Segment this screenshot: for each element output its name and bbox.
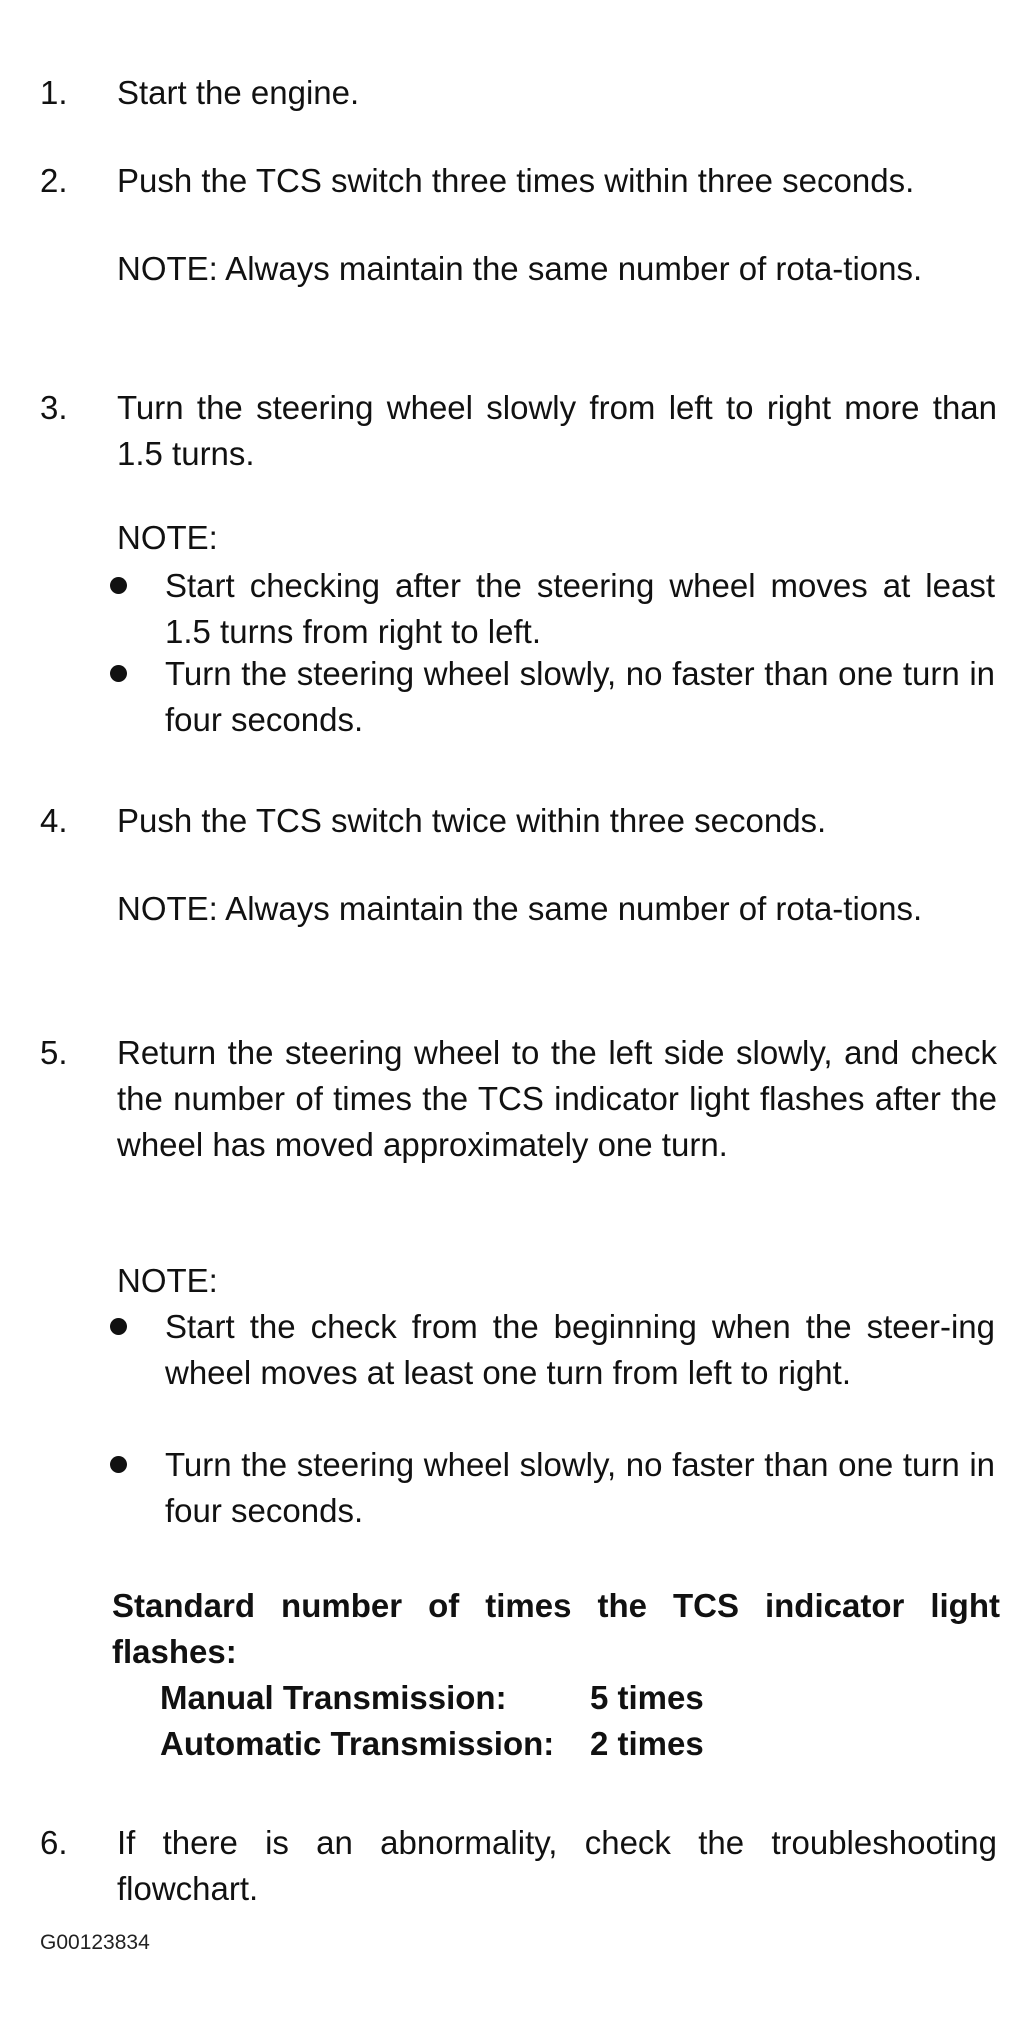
standard-row-manual xyxy=(160,1675,704,1721)
step-text: If there is an abnormality, check the troubleshooting flowchart. xyxy=(117,1824,997,1907)
bullet-text: Start the check from the beginning when the steer-ing wheel moves at least one turn from left to right. xyxy=(165,1308,995,1391)
note-label: NOTE: xyxy=(117,1262,218,1299)
figure-id: G00123834 xyxy=(40,1931,150,1954)
step-number: 4. xyxy=(40,802,68,839)
step-number: 6. xyxy=(40,1824,68,1861)
standard-label: Manual Transmission: xyxy=(160,1679,507,1716)
step-number: 1. xyxy=(40,74,68,111)
step-number: 3. xyxy=(40,389,68,426)
bullet-icon xyxy=(110,665,127,682)
standard-value: 5 times xyxy=(590,1679,704,1716)
standard-value: 2 times xyxy=(590,1725,704,1762)
step-text: Start the engine. xyxy=(117,74,360,111)
bullet-icon xyxy=(110,1318,127,1335)
bullet-icon xyxy=(110,577,127,594)
standard-title: Standard number of times the TCS indicator light flashes: xyxy=(112,1587,1000,1670)
bullet-text: Start checking after the steering wheel moves at least 1.5 turns from right to left. xyxy=(165,567,995,650)
bullet-text: Turn the steering wheel slowly, no faster than one turn in four seconds. xyxy=(165,655,995,738)
step-note: NOTE: Always maintain the same number of rota-tions. xyxy=(117,890,923,927)
step-number: 2. xyxy=(40,162,68,199)
step-number: 5. xyxy=(40,1034,68,1071)
standard-label: Automatic Transmission: xyxy=(160,1725,555,1762)
bullet-icon xyxy=(110,1456,127,1473)
step-note: NOTE: Always maintain the same number of rota-tions. xyxy=(117,250,923,287)
step-text: Return the steering wheel to the left side slowly, and check the number of times the TCS indicator light flashes after the wheel has moved approximately one turn. xyxy=(117,1034,997,1163)
bullet-text: Turn the steering wheel slowly, no faster than one turn in four seconds. xyxy=(165,1446,995,1529)
standard-row-automatic xyxy=(160,1721,704,1767)
note-label: NOTE: xyxy=(117,519,218,556)
step-text: Push the TCS switch twice within three seconds. xyxy=(117,802,827,839)
step-text: Turn the steering wheel slowly from left to right more than 1.5 turns. xyxy=(117,389,997,472)
step-text: Push the TCS switch three times within three seconds. xyxy=(117,162,915,199)
